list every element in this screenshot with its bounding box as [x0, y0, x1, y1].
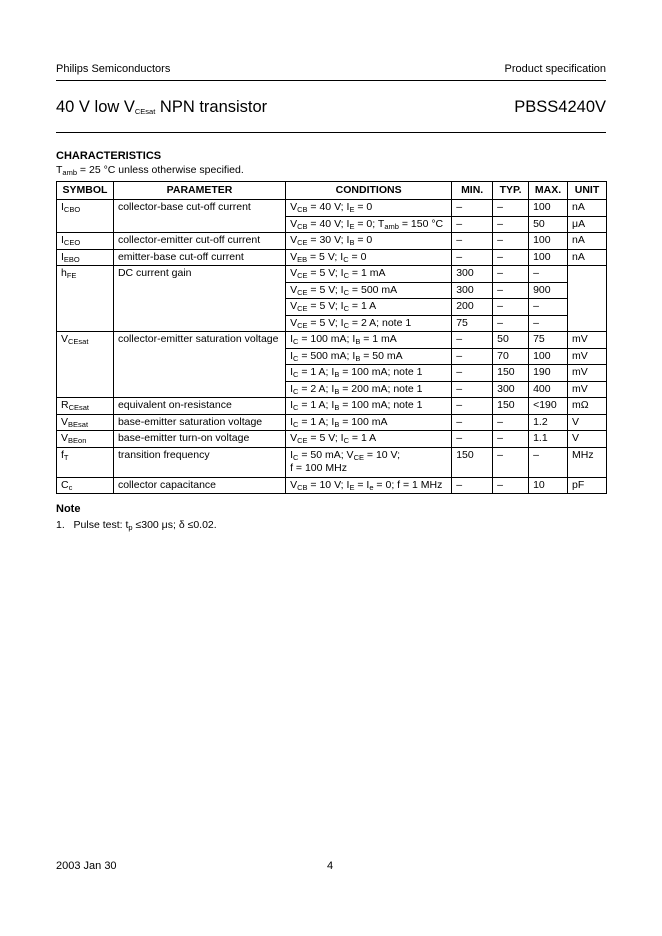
unit-cell: V	[568, 431, 607, 448]
min-cell: 300	[452, 266, 493, 283]
min-cell: –	[452, 233, 493, 250]
parameter-cell: emitter-base cut-off current	[113, 249, 285, 266]
typ-cell: 150	[493, 398, 529, 415]
parameter-cell: equivalent on-resistance	[113, 398, 285, 415]
header-company: Philips Semiconductors	[56, 63, 171, 75]
conditions-cell: $V_{CB} = 40$ V; $I_E = 0$; $T_{amb} = 150$ °C	[286, 216, 452, 233]
page-title: 40 V low $V_{CEsat}$ NPN transistor	[56, 98, 268, 116]
header-doc-type: Product specification	[504, 63, 606, 75]
max-cell: 100	[529, 200, 568, 217]
table-row	[57, 233, 607, 250]
conditions-cell: $I_C = 100$ mA; $I_B = 1$ mA	[286, 332, 452, 349]
parameter-cell: base-emitter turn-on voltage	[113, 431, 285, 448]
table-row	[57, 431, 607, 448]
max-cell: –	[529, 299, 568, 316]
unit-cell: pF	[568, 477, 607, 494]
max-cell: 50	[529, 216, 568, 233]
conditions-cell: $I_C = 1$ A; $I_B = 100$ mA; note 1	[286, 365, 452, 382]
header-symbol: SYMBOL	[57, 182, 114, 200]
unit-cell: mV	[568, 332, 607, 349]
parameter-cell: base-emitter saturation voltage	[113, 414, 285, 431]
characteristics-table	[56, 181, 607, 494]
part-number: PBSS4240V	[514, 98, 606, 116]
conditions-cell: $I_C = 1$ A; $I_B = 100$ mA	[286, 414, 452, 431]
min-cell: 75	[452, 315, 493, 332]
conditions-cell: $V_{CB} = 10$ V; $I_E = I_e = 0$; f = 1 MHz	[286, 477, 452, 494]
unit-cell: nA	[568, 200, 607, 217]
unit-cell: mΩ	[568, 398, 607, 415]
min-cell: 200	[452, 299, 493, 316]
typ-cell: –	[493, 233, 529, 250]
min-cell: –	[452, 200, 493, 217]
section-conditions: $T_{amb} = 25$ °C unless otherwise specified.	[56, 164, 244, 177]
conditions-cell: $V_{EB} = 5$ V; $I_C = 0$	[286, 249, 452, 266]
parameter-cell: collector-emitter cut-off current	[113, 233, 285, 250]
max-cell: 100	[529, 249, 568, 266]
max-cell: <190	[529, 398, 568, 415]
typ-cell: 150	[493, 365, 529, 382]
max-cell: 900	[529, 282, 568, 299]
symbol-cell: $C_c$	[57, 477, 114, 494]
min-cell: 300	[452, 282, 493, 299]
symbol-cell: $h_{FE}$	[57, 266, 114, 332]
symbol-cell: $I_{EBO}$	[57, 249, 114, 266]
table-row	[57, 266, 607, 283]
title-rule	[56, 132, 606, 133]
conditions-cell: $V_{CE} = 5$ V; $I_C = 1$ A	[286, 431, 452, 448]
max-cell: 1.1	[529, 431, 568, 448]
table-row	[57, 249, 607, 266]
max-cell: –	[529, 266, 568, 283]
conditions-cell: $I_C = 2$ A; $I_B = 200$ mA; note 1	[286, 381, 452, 398]
conditions-cell: $V_{CE} = 5$ V; $I_C = 2$ A; note 1	[286, 315, 452, 332]
note-text: 1. Pulse test: $t_p \le 300$ μs; δ ≤0.02.	[56, 519, 217, 532]
header-conditions: CONDITIONS	[286, 182, 452, 200]
max-cell: –	[529, 447, 568, 477]
conditions-cell: $V_{CE} = 5$ V; $I_C = 1$ A	[286, 299, 452, 316]
typ-cell: –	[493, 431, 529, 448]
table-row	[57, 332, 607, 349]
unit-cell: mV	[568, 365, 607, 382]
table-row	[57, 477, 607, 494]
parameter-cell: collector-base cut-off current	[113, 200, 285, 233]
typ-cell: –	[493, 315, 529, 332]
min-cell: –	[452, 365, 493, 382]
unit-cell: nA	[568, 249, 607, 266]
symbol-cell: $I_{CEO}$	[57, 233, 114, 250]
symbol-cell: $V_{CEsat}$	[57, 332, 114, 398]
header-max: MAX.	[529, 182, 568, 200]
unit-cell: V	[568, 414, 607, 431]
header-rule	[56, 80, 606, 81]
unit-cell	[568, 266, 607, 332]
max-cell: 1.2	[529, 414, 568, 431]
table-row	[57, 414, 607, 431]
typ-cell: –	[493, 266, 529, 283]
parameter-cell: collector capacitance	[113, 477, 285, 494]
parameter-cell: DC current gain	[113, 266, 285, 332]
typ-cell: 300	[493, 381, 529, 398]
conditions-cell: $V_{CB} = 40$ V; $I_E = 0$	[286, 200, 452, 217]
footer-page-number: 4	[327, 860, 334, 872]
header-unit: UNIT	[568, 182, 607, 200]
max-cell: 10	[529, 477, 568, 494]
conditions-cell: $V_{CE} = 30$ V; $I_B = 0$	[286, 233, 452, 250]
typ-cell: –	[493, 216, 529, 233]
unit-cell: mV	[568, 348, 607, 365]
parameter-cell: transition frequency	[113, 447, 285, 477]
min-cell: –	[452, 216, 493, 233]
min-cell: 150	[452, 447, 493, 477]
max-cell: 100	[529, 348, 568, 365]
table-row	[57, 447, 607, 477]
header-min: MIN.	[452, 182, 493, 200]
header-parameter: PARAMETER	[113, 182, 285, 200]
typ-cell: –	[493, 249, 529, 266]
conditions-cell: $V_{CE} = 5$ V; $I_C = 500$ mA	[286, 282, 452, 299]
conditions-cell: $I_C = 1$ A; $I_B = 100$ mA; note 1	[286, 398, 452, 415]
min-cell: –	[452, 332, 493, 349]
max-cell: 100	[529, 233, 568, 250]
symbol-cell: $V_{BEsat}$	[57, 414, 114, 431]
typ-cell: –	[493, 414, 529, 431]
conditions-cell: $V_{CE} = 5$ V; $I_C = 1$ mA	[286, 266, 452, 283]
symbol-cell: $f_T$	[57, 447, 114, 477]
max-cell: –	[529, 315, 568, 332]
header-typ: TYP.	[493, 182, 529, 200]
typ-cell: –	[493, 477, 529, 494]
note-title: Note	[56, 503, 81, 515]
max-cell: 75	[529, 332, 568, 349]
min-cell: –	[452, 431, 493, 448]
unit-cell: nA	[568, 233, 607, 250]
symbol-cell: $I_{CBO}$	[57, 200, 114, 233]
unit-cell: MHz	[568, 447, 607, 477]
max-cell: 190	[529, 365, 568, 382]
max-cell: 400	[529, 381, 568, 398]
unit-cell: μA	[568, 216, 607, 233]
table-row	[57, 200, 607, 217]
table-row	[57, 398, 607, 415]
min-cell: –	[452, 414, 493, 431]
symbol-cell: $R_{CEsat}$	[57, 398, 114, 415]
typ-cell: –	[493, 282, 529, 299]
min-cell: –	[452, 381, 493, 398]
parameter-cell: collector-emitter saturation voltage	[113, 332, 285, 398]
min-cell: –	[452, 249, 493, 266]
typ-cell: –	[493, 200, 529, 217]
section-title: CHARACTERISTICS	[56, 150, 162, 162]
min-cell: –	[452, 398, 493, 415]
conditions-cell: $I_C = 500$ mA; $I_B = 50$ mA	[286, 348, 452, 365]
symbol-cell: $V_{BEon}$	[57, 431, 114, 448]
conditions-cell: $I_C = 50$ mA; $V_{CE} = 10$ V; f = 100 MHz	[286, 447, 452, 477]
footer-date: 2003 Jan 30	[56, 860, 117, 872]
typ-cell: 70	[493, 348, 529, 365]
typ-cell: 50	[493, 332, 529, 349]
min-cell: –	[452, 477, 493, 494]
unit-cell: mV	[568, 381, 607, 398]
table-header-row	[57, 182, 607, 200]
typ-cell: –	[493, 447, 529, 477]
min-cell: –	[452, 348, 493, 365]
typ-cell: –	[493, 299, 529, 316]
